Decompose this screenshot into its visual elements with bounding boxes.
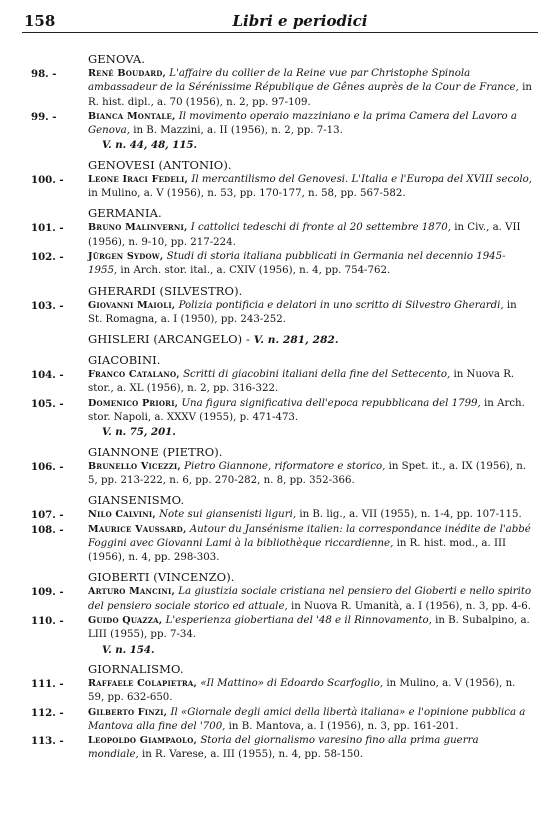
entry-citation: in Civ., a. VII (1956), n. 9-10, pp. 217-224. — [88, 222, 521, 248]
entry-number: 110. - — [31, 615, 64, 628]
section-heading — [22, 158, 532, 172]
entry-number: 101. - — [31, 222, 64, 235]
section-heading — [22, 206, 532, 220]
entry-citation: in B. lig., a. VII (1955), n. 1-4, pp. 107-115. — [299, 509, 522, 521]
bibliography-section — [22, 158, 532, 202]
entry-author: Leopoldo Giampaolo, — [88, 735, 198, 747]
bibliography-entry — [22, 250, 532, 279]
entry-author: Guido Quazza, — [88, 615, 163, 627]
bibliography-list — [22, 52, 532, 763]
entry-citation: in B. Subalpino, a. LIII (1955), pp. 7-34. — [88, 615, 530, 641]
bibliography-entry — [22, 221, 532, 250]
section-heading — [22, 493, 532, 507]
page-header — [22, 10, 538, 33]
bibliography-entry — [22, 397, 532, 440]
entry-number: 113. - — [31, 735, 64, 748]
entry-number: 102. - — [31, 250, 64, 263]
entry-number: 112. - — [31, 706, 64, 719]
bibliography-section — [22, 662, 532, 763]
section-heading-text: GHERARDI (SILVESTRO). — [88, 283, 243, 298]
entry-citation: in B. Mazzini, a. II (1956), n. 2, pp. 7-13. — [133, 125, 343, 137]
entry-citation: in R. Varese, a. III (1955), n. 4, pp. 58-150. — [141, 749, 364, 761]
bibliography-entry — [22, 614, 532, 657]
bibliography-entry — [22, 508, 532, 522]
section-heading-text: GENOVESI (ANTONIO). — [88, 157, 232, 172]
entry-author: Giovanni Maioli, — [88, 299, 176, 311]
bibliography-entry — [22, 299, 532, 328]
entry-citation: in Nuova R. Umanità, a. I (1956), n. 3, pp. 4-6. — [290, 600, 531, 612]
bibliography-entry — [22, 460, 532, 489]
entry-title: Note sui giansenisti liguri, — [159, 509, 297, 521]
entry-title: I cattolici tedeschi di fronte al 20 settembre 1870, — [190, 222, 451, 234]
entry-author: Domenico Priori, — [88, 397, 179, 409]
bibliography-section — [22, 52, 532, 153]
bibliography-entry — [22, 368, 532, 397]
entry-title: Una figura significativa dell'epoca repubblicana del 1799, — [181, 397, 481, 409]
entry-citation: in St. Romagna, a. I (1950), pp. 243-252. — [88, 299, 517, 325]
entry-number: 107. - — [31, 509, 64, 522]
bibliography-section — [22, 284, 532, 328]
bibliography-entry — [22, 67, 532, 110]
entry-number: 111. - — [31, 677, 64, 690]
entry-citation: in Nuova R. stor., a. XL (1956), n. 2, pp. 316-322. — [88, 369, 515, 395]
bibliography-section — [22, 570, 532, 656]
section-heading-text: GIANNONE (PIETRO). — [88, 444, 223, 459]
entry-title: Scritti di giacobini italiani della fine del Settecento, — [183, 369, 451, 381]
entry-citation: in R. hist. mod., a. III (1956), n. 4, pp. 298-303. — [88, 537, 507, 564]
entry-number: 98. - — [31, 68, 57, 80]
entry-author: Bianca Montale, — [88, 110, 176, 122]
bibliography-section — [22, 353, 532, 439]
entry-number: 100. - — [31, 173, 64, 186]
entry-author: Raffaele Colapietra, — [88, 677, 198, 689]
bibliography-entry — [22, 585, 532, 614]
section-heading — [22, 662, 532, 676]
entry-title: Polizia pontificia e delatori in uno scritto di Silvestro Gherardi, — [178, 299, 504, 311]
entry-title: Il movimento operaio mazziniano e la prima Camera del Lavoro a Genova, — [88, 110, 517, 137]
bibliography-section — [22, 493, 532, 565]
entry-author: Arturo Mancini, — [88, 586, 176, 598]
entry-title: Autour du Jansénisme italien: la correspondance inédite de l'abbé Foggini avec Giovanni Lami à la bibliothèque riccardienne, — [88, 523, 531, 549]
entry-author: Maurice Vaussard, — [88, 523, 187, 535]
entry-citation: in Arch. stor. Napoli, a. XXXV (1955), p. 471-473. — [88, 397, 525, 424]
section-heading-text: GIOBERTI (VINCENZO). — [88, 570, 235, 585]
section-heading — [22, 332, 532, 347]
bibliography-entry — [22, 706, 532, 735]
section-heading — [22, 353, 532, 367]
entry-number: 109. - — [31, 586, 64, 599]
entry-number: 106. - — [31, 460, 64, 473]
entry-title: Studi di storia italiana pubblicati in Germania nel decennio 1945-1955, — [88, 250, 506, 277]
entry-author: Nilo Calvini, — [88, 509, 156, 521]
bibliography-entry — [22, 523, 532, 566]
cross-reference: V. n. 281, 282. — [253, 334, 339, 347]
entry-citation: in Spet. it., a. IX (1956), n. 5, pp. 213-222, n. 6, pp. 270-282, n. 8, pp. 352-366. — [88, 460, 527, 486]
entry-title: La giustizia sociale cristiana nel pensiero del Gioberti e nello spirito del pensiero sociale storico ed attuale, — [88, 586, 532, 612]
entry-citation: in R. hist. dipl., a. 70 (1956), n. 2, pp. 97-109. — [88, 82, 532, 108]
entry-citation: in Arch. stor. ital., a. CXIV (1956), n. 4, pp. 754-762. — [120, 265, 391, 277]
bibliography-section — [22, 445, 532, 489]
entry-author: Franco Catalano, — [88, 369, 180, 381]
entry-author: Bruno Malinverni, — [88, 222, 188, 234]
entry-title: Il «Giornale degli amici della libertà italiana» e l'opinione pubblica a Mantova alla fine del '700, — [88, 706, 526, 732]
bibliography-section — [22, 206, 532, 278]
running-title: Libri e periodici — [232, 12, 368, 30]
page-number: 158 — [24, 12, 56, 30]
entry-number: 99. - — [31, 110, 57, 123]
entry-citation: in Mulino, a. V (1956), n. 59, pp. 632-650. — [88, 677, 516, 704]
entry-number: 103. - — [31, 299, 64, 312]
entry-number: 108. - — [31, 523, 64, 536]
bibliography-entry — [22, 173, 532, 202]
section-heading — [22, 570, 532, 584]
bibliography-section — [22, 332, 532, 347]
section-heading-text: GIANSENISMO. — [88, 493, 185, 508]
cross-reference: V. n. 154. — [102, 643, 155, 656]
entry-citation: in B. Mantova, a. I (1956), n. 3, pp. 161-201. — [228, 720, 459, 732]
entry-author: Brunello Vicezzi, — [88, 460, 181, 472]
entry-title: L'esperienza giobertiana del '48 e il Rinnovamento, — [165, 615, 432, 627]
cross-reference: V. n. 44, 48, 115. — [102, 139, 198, 152]
entry-citation: in Mulino, a. V (1956), n. 53, pp. 170-177, n. 58, pp. 567-582. — [88, 188, 406, 200]
bibliography-entry — [22, 110, 532, 153]
bibliography-entry — [22, 734, 532, 763]
section-heading-text: GENOVA. — [88, 52, 146, 66]
entry-title: L'affaire du collier de la Reine vue par Christophe Spinola ambassadeur de la Sérénissime République de Gênes auprès de la Cour de France, — [88, 68, 519, 94]
cross-reference: V. n. 75, 201. — [102, 426, 176, 439]
section-heading — [22, 284, 532, 298]
entry-author: René Boudard, — [88, 68, 167, 79]
entry-author: Gilberto Finzi, — [88, 706, 168, 718]
section-heading — [22, 445, 532, 459]
entry-author: Jürgen Sydow, — [88, 250, 164, 262]
entry-title: Pietro Giannone, riformatore e storico, — [184, 460, 386, 472]
bibliography-entry — [22, 677, 532, 706]
entry-number: 104. - — [31, 369, 64, 382]
section-heading-text: GIACOBINI. — [88, 353, 161, 368]
entry-author: Leone Iraci Fedeli, — [88, 173, 189, 185]
section-heading-text: GERMANIA. — [88, 206, 162, 221]
entry-title: «Il Mattino» di Edoardo Scarfoglio, — [200, 677, 384, 689]
entry-title: Il mercantilismo del Genovesi. L'Italia e l'Europa del XVIII secolo, — [191, 173, 532, 185]
entry-title: Storia del giornalismo varesino fino alla prima guerra mondiale, — [88, 735, 479, 761]
section-heading-text: GIORNALISMO. — [88, 661, 184, 676]
entry-number: 105. - — [31, 397, 64, 410]
section-heading — [22, 52, 532, 66]
section-heading-text: GHISLERI (ARCANGELO) - — [88, 332, 251, 347]
